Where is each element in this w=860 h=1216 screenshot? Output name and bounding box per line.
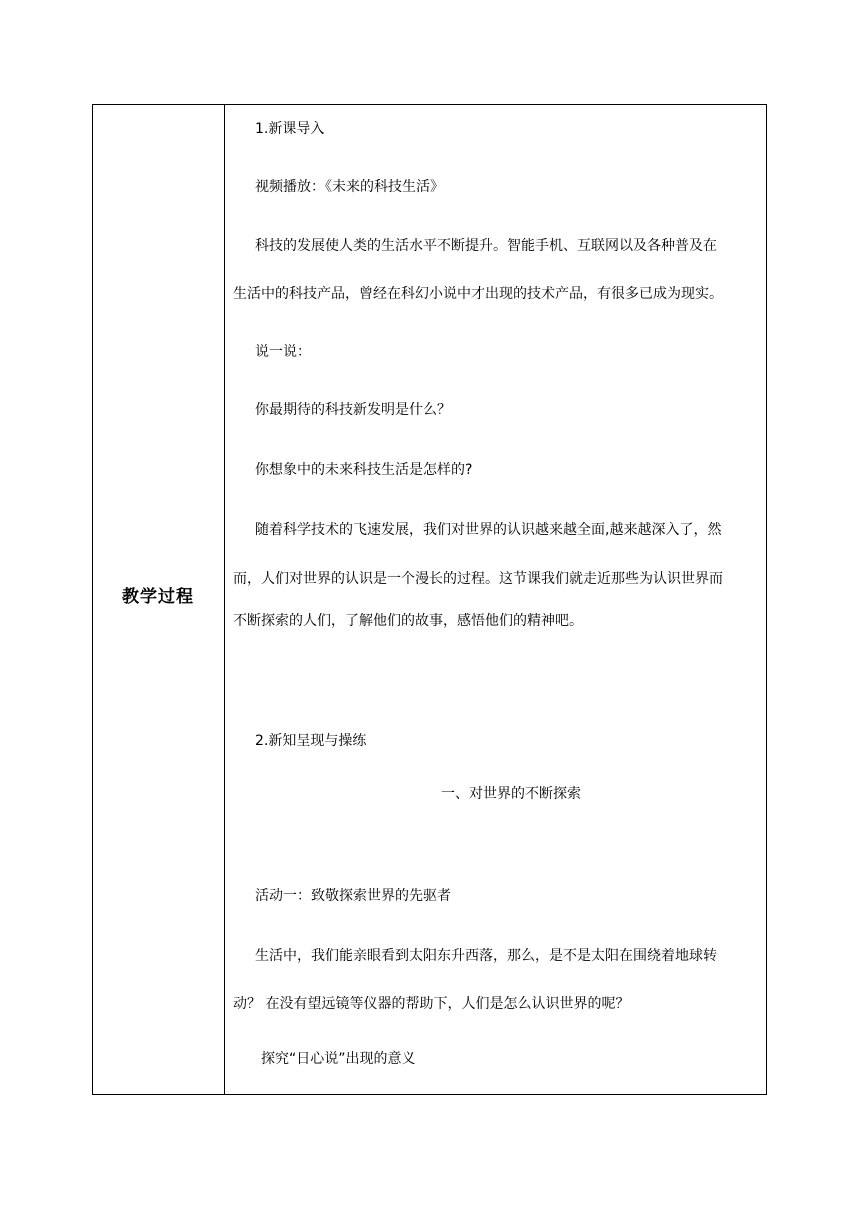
paragraph-line: 生活中的科技产品，曾经在科幻小说中才出现的技术产品，有很多已成为现实。 [233,286,723,302]
table-content-cell [225,104,767,1095]
paragraph-line: 而，人们对世界的认识是一个漫长的过程。这节课我们就走近那些为认识世界而 [233,571,723,587]
discussion-label: 说一说： [255,344,311,360]
inquiry-line: 探究“日心说”出现的意义 [261,1051,416,1067]
heading-new-lesson-intro: 1.新课导入 [255,121,325,137]
video-line: 视频播放：《未来的科技生活》 [255,179,444,195]
table-label-cell [92,104,224,1095]
subheading-exploration: 一、对世界的不断探索 [441,786,581,802]
paragraph-line: 不断探索的人们，了解他们的故事，感悟他们的精神吧。 [233,613,583,629]
paragraph-line: 动？ 在没有望远镜等仪器的帮助下，人们是怎么认识世界的呢？ [233,996,630,1012]
paragraph-line: 科技的发展使人类的生活水平不断提升。智能手机、互联网以及各种普及在 [255,238,717,254]
activity-title: 活动一：致敬探索世界的先驱者 [255,888,451,904]
paragraph-line: 生活中，我们能亲眼看到太阳东升西落，那么，是不是太阳在围绕着地球转 [255,948,717,964]
section-label: 教学过程 [122,587,194,607]
paragraph-line: 随着科学技术的飞速发展，我们对世界的认识越来越全面,越来越深入了，然 [255,522,722,538]
heading-new-knowledge: 2.新知呈现与操练 [255,733,367,749]
question-line: 你想象中的未来科技生活是怎样的? [255,462,473,478]
question-line: 你最期待的科技新发明是什么？ [255,402,451,418]
